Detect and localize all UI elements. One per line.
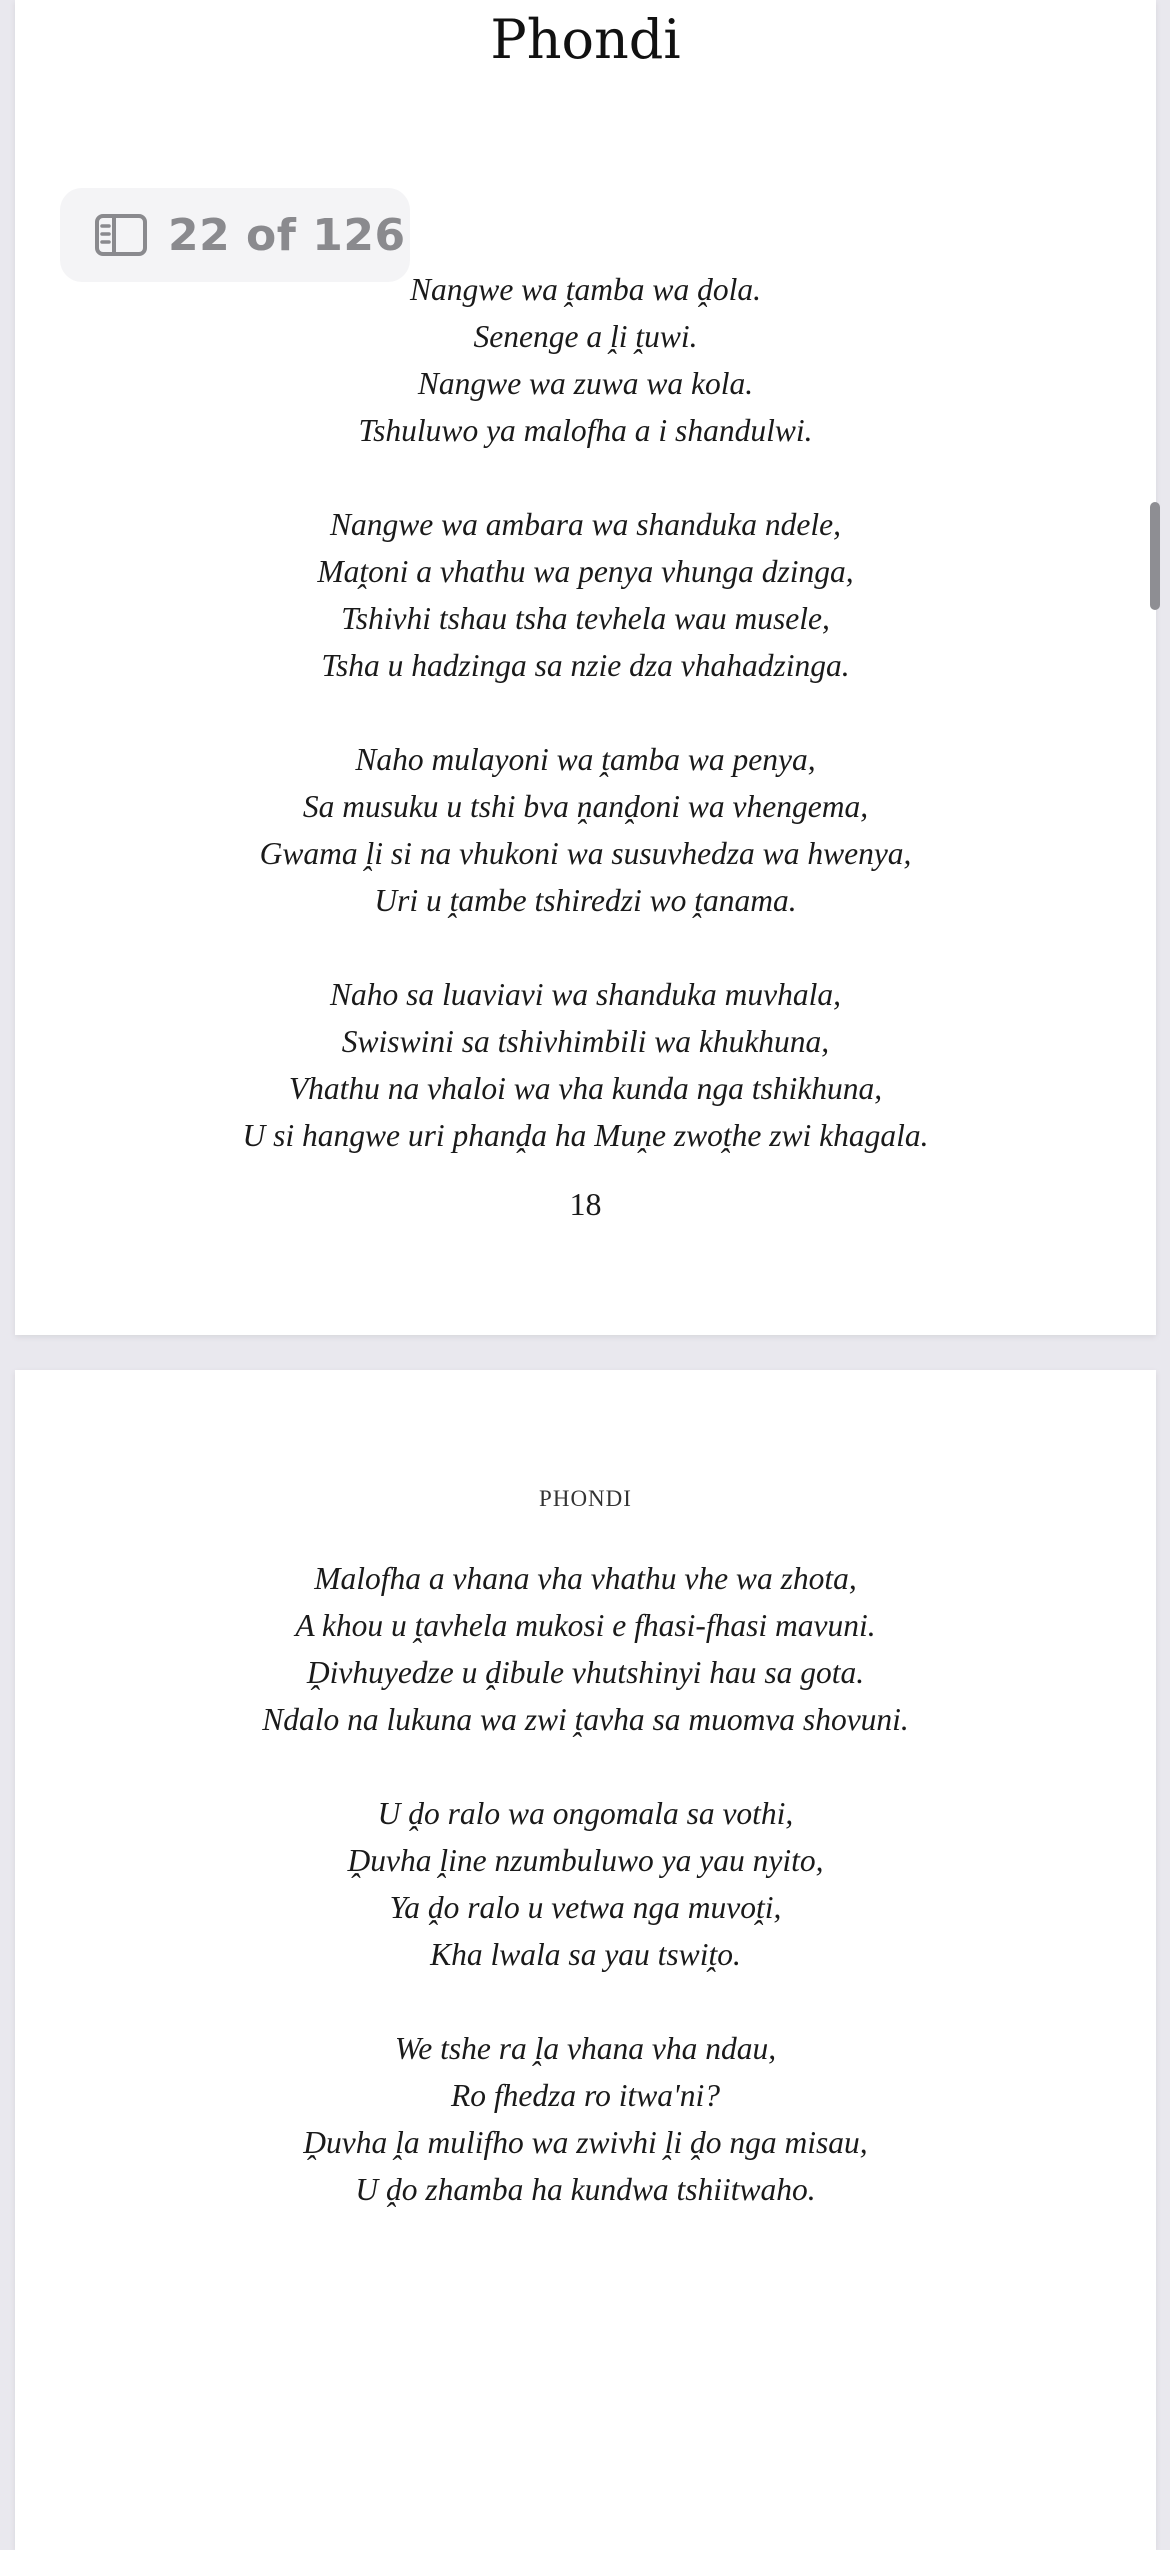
poem-line: Malofha a vhana vha vhathu vhe wa zhota, [314, 1561, 857, 1596]
stanza-1 [15, 1555, 1156, 1743]
poem-line: Tshivhi tshau tsha tevhela wau musele, [341, 601, 830, 636]
poem-line: Nangwe wa ṱamba wa ḓola. [410, 272, 761, 307]
poem-line: Sa musuku u tshi bva ṋanḓoni wa vhengema, [302, 789, 869, 824]
poem-line: U si hangwe uri phanḓa ha Muṋe zwoṱhe zwi khagala. [242, 1118, 929, 1153]
poem-line: Tsha u hadzinga sa nzie dza vhahadzinga. [321, 648, 850, 683]
poem-body [15, 1555, 1156, 2260]
poem-line: Nangwe wa zuwa wa kola. [417, 366, 754, 401]
poem-line: Ḓivhuyedze u ḓibule vhutshinyi hau sa gota. [306, 1655, 865, 1690]
page-indicator-label: 22 of 126 [168, 209, 406, 261]
book-sidebar-icon [94, 213, 148, 257]
poem-line: Ro fhedza ro itwa'ni? [451, 2078, 720, 2113]
stanza-3 [15, 736, 1156, 924]
poem-line: U ḓo zhamba ha kundwa tshiitwaho. [355, 2172, 816, 2207]
poem-line: Ya ḓo ralo u vetwa nga muvoṱi, [389, 1890, 782, 1925]
vertical-scrollbar[interactable] [1150, 502, 1160, 610]
poem-line: Uri u ṱambe tshiredzi wo ṱanama. [374, 883, 797, 918]
poem-line: Naho sa luaviavi wa shanduka muvhala, [330, 977, 841, 1012]
poem-line: Tshuluwo ya malofha a i shandulwi. [358, 413, 813, 448]
stanza-1 [15, 266, 1156, 454]
stanza-3 [15, 2025, 1156, 2213]
poem-line: Kha lwala sa yau tswiṱo. [430, 1937, 741, 1972]
poem-line: Swiswini sa tshivhimbili wa khukhuna, [341, 1024, 830, 1059]
poem-line: U ḓo ralo wa ongomala sa vothi, [377, 1796, 794, 1831]
stanza-4 [15, 971, 1156, 1159]
page-indicator-button[interactable] [60, 188, 410, 282]
poem-line: Nangwe wa ambara wa shanduka ndele, [330, 507, 841, 542]
poem-line: Gwama ḽi si na vhukoni wa susuvhedza wa hwenya, [259, 836, 912, 871]
page-title: Phondi [490, 8, 681, 71]
poem-line: A khou u ṱavhela mukosi e fhasi-fhasi mavuni. [295, 1608, 876, 1643]
poem-body [15, 266, 1156, 1206]
poem-line: Ḓuvha ḽine nzumbuluwo ya yau nyito, [347, 1843, 824, 1878]
book-page-23 [15, 1370, 1156, 2550]
stanza-2 [15, 501, 1156, 689]
poem-line: We tshe ra ḽa vhana vha ndau, [394, 2031, 777, 2066]
poem-line: Naho mulayoni wa ṱamba wa penya, [355, 742, 816, 777]
poem-line: Senenge a ḽi ṱuwi. [473, 319, 698, 354]
stanza-2 [15, 1790, 1156, 1978]
poem-line: Ndalo na lukuna wa zwi ṱavha sa muomva shovuni. [262, 1702, 909, 1737]
poem-line: Vhathu na vhaloi wa vha kunda nga tshikhuna, [288, 1071, 883, 1106]
poem-line: Ḓuvha ḽa mulifho wa zwivhi ḽi ḓo nga misau, [303, 2125, 868, 2160]
poem-line: Maṱoni a vhathu wa penya vhunga dzinga, [317, 554, 854, 589]
page-number: 18 [569, 1186, 602, 1222]
running-header: PHONDI [539, 1486, 632, 1511]
